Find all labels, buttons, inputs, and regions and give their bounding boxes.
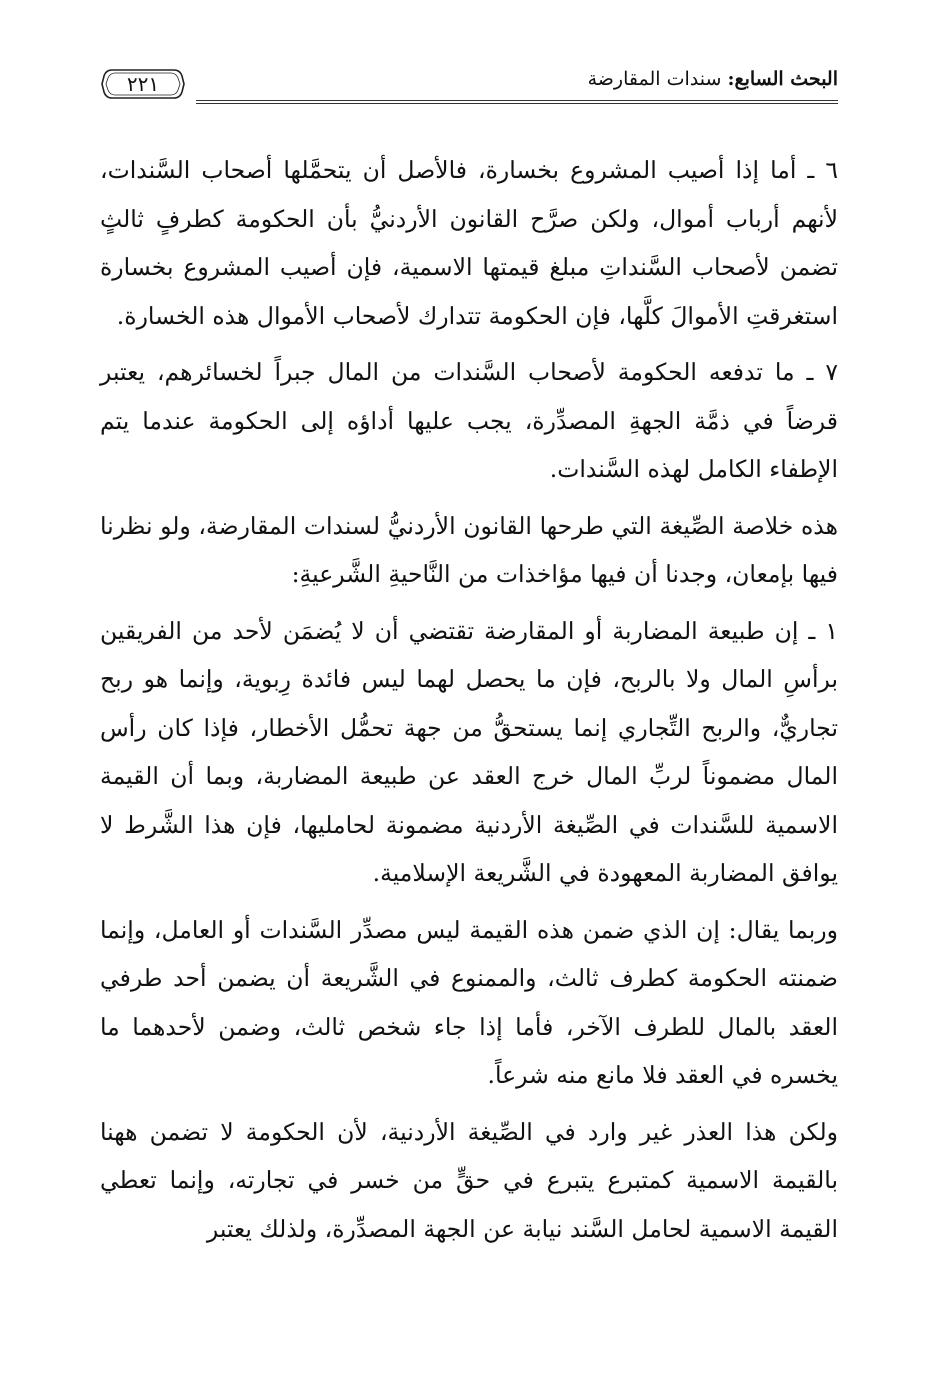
header-title (588, 68, 838, 90)
header-rule (196, 100, 838, 104)
paragraph-text: ولكن هذا العذر غير وارد في الصِّيغة الأردنية، لأن الحكومة لا تضمن ههنا بالقيمة الاسمية كمتبرع يتبرع في حقٍّ من خسر في تجارته، وإنما تعطي القيمة الاسمية لحامل السَّند نيابة عن الجهة المصدِّرة، ولذلك يعتبر (100, 1117, 838, 1243)
paragraph-text: أما إذا أصيب المشروع بخسارة، فالأصل أن يتحمَّلها أصحاب السَّندات، لأنهم أرباب أموال، ولكن صرَّح القانون الأردنيُّ بأن الحكومة كطرفٍ ثالثٍ تضمن لأصحاب السَّنداتِ مبلغ قيمتها الاسمية، فإن أصيب المشروع بخسارة استغرقتِ الأموالَ كلَّها، فإن الحكومة تتدارك لأصحاب الأموال هذه الخسارة. (100, 156, 838, 330)
page-number-frame (100, 66, 186, 102)
header-section-title: سندات المقارضة (587, 68, 722, 90)
paragraph-item-6 (100, 146, 838, 340)
paragraph-text: إن طبيعة المضاربة أو المقارضة تقتضي أن لا يُضمَن لأحد من الفريقين برأسِ المال ولا بالربح، فإن ما يحصل لهما ليس فائدة رِبوية، وإنما هو ربح تجاريٌّ، والربح التِّجاري إنما يستحقُّ من جهة تحمُّل الأخطار، فإذا كان رأس المال مضموناً لربِّ المال خرج العقد عن طبيعة المضاربة، وبما أن القيمة الاسمية للسَّندات في الصِّيغة الأردنية مضمونة لحامليها، فإن هذا الشَّرط لا يوافق المضاربة المعهودة في الشَّريعة الإسلامية. (100, 616, 838, 887)
paragraph-objection-1 (100, 607, 838, 898)
paragraph-text: ما تدفعه الحكومة لأصحاب السَّندات من المال جبراً لخسائرهم، يعتبر قرضاً في ذمَّة الجهةِ المصدِّرة، يجب عليها أداؤه إلى الحكومة عندما يتم الإطفاء الكامل لهذه السَّندات. (100, 358, 838, 483)
paragraph-possible-reply (100, 906, 838, 1100)
header-section-label: البحث السابع: (727, 68, 838, 90)
paragraph-text: وربما يقال: إن الذي ضمن هذه القيمة ليس مصدِّر السَّندات أو العامل، وإنما ضمنته الحكومة كطرف ثالث، والممنوع في الشَّريعة أن يضمن أحد طرفي العقد بالمال للطرف الآخر، فأما إذا جاء شخص ثالث، وضمن لأحدهما ما يخسره في العقد فلا مانع منه شرعاً. (100, 915, 838, 1089)
item-number: ١ ـ (808, 616, 838, 645)
paragraph-summary (100, 502, 838, 599)
page-body (100, 146, 838, 1261)
paragraph-item-7 (100, 348, 838, 494)
paragraph-text: هذه خلاصة الصِّيغة التي طرحها القانون الأردنيُّ لسندات المقارضة، ولو نظرنا فيها بإمعان، وجدنا أن فيها مؤاخذات من النَّاحيةِ الشَّرعيةِ: (100, 511, 838, 588)
item-number: ٦ ـ (807, 156, 838, 184)
item-number: ٧ ـ (806, 358, 838, 386)
paragraph-rebuttal (100, 1108, 838, 1254)
page-number: ٢٢١ (126, 72, 160, 96)
running-header (100, 66, 838, 106)
